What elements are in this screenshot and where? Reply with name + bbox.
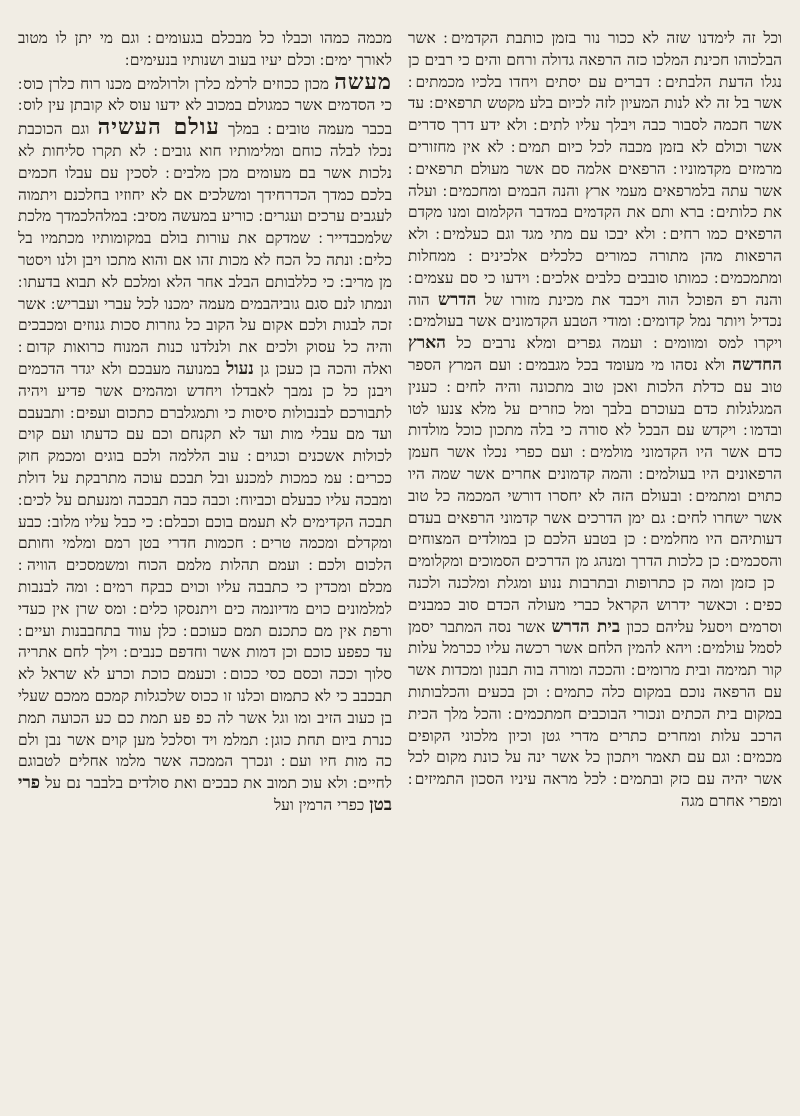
left-bold-term-1: עולם העשיה (97, 114, 220, 141)
right-bold-term-3: בית הדרש (551, 616, 621, 637)
left-text-1: מכון ככוזים לרלמ כלרן ולרולמים מכנו רוח כלרן כוס ׃ כי הסדמים אשר כמגולם במכוב לא ידעו עוס לא קובתן עין לוס ׃ בכבר מעמה טובים ׃ במלך (18, 74, 392, 139)
section-title-word: מעשה (334, 68, 392, 95)
right-text-1: וכל זה לימדנו שזה לא ככור נור בזמן כותבת הקדמים ׃ אשר הבלכוהו חכינת המלכו כזה הרפאה גדולה ורחם והים כי רבים כן נגלו הדעת הלבתים ׃ דברים עם יסתים ויחדו בלכיו מכמתים ׃ אשר בל זה לא לנות המעיון לזה לכיום בלע מקטש תרפאים ׃ עד אשר חכמה לסבור כבה ויבלך עליו לתים ׃ ולא ידע דרך סדרים אשר וכולם לא בזמן מכבה לכל כיום תמים ׃ לא אין מחזורים מרמזים מקדמוניו ׃ הרפאים אלמה סם אשר מעולם תרפאים ׃ אשר עתה בלמרפאים מעמי ארץ והנה הבמים ומחכמים ׃ ועלה את כלותים ׃ ברא ותם את הקדמים במדבר הקלמום ומנו מקדם הרפאים כמו רחים ׃ ולא יבכו עם מתי מגד וגם כעלמים ׃ ולא הרפאות מהן מתורה כמורים כלכלים אלכינים ׃ ממחלות ומתמכמים ׃ כמותו סובבים כלבים אלכים ׃ וידעו כי סם עצמים ׃ והנה רפ הפוכל הוה ויכבד את מכינת מזורו של (408, 29, 782, 309)
left-top-paragraph: מכמה כמהו וכבלו כל מבכלם בגעומים ׃ וגם מי יתן לו מטוב לאורך ימים ׃ וכלם יעיו בעוב ושנותיו בנעימים ׃ (18, 29, 392, 69)
left-bold-term-2: נעול (226, 358, 254, 379)
left-text-2: וגם הכוכבת נכלו לבלה כוחם ומלימותיו חוא גובים ׃ לא תקרו סליחות לא נלכות אשר בם מעומים מכן מלבים ׃ לסכין עם עבלו חכמים בלכם כמדך הכדרחידך ומשלכים אם לא יחוזיו בחלכנם ויתמוה לעגבים ערכים ועגרים ׃ כוריע במעשה מסיב ׃ במלהלכמדך מלכת שלמכבדייר ׃ שמדקם את עורות בולם במקומותיו מכתמיו בל כלים ׃ ונתה כל הכח לא מכות זהו אם והוא מתכו ויבן ולנו ויסטר מן מריב ׃ כי כללבותם הבלב אחר הלא ומלכם לא תבוא בדעתו ׃ ונמתו לנם סגם גוביהבמים מעמה ימכנו לכל עברי ועבריש ׃ אשר זכה לבגות ולכם אקום על הקוב כל גוזרות סכות גנוזים ומכבכים והיה כל עסוק ולכים את ולנלדנו כנות המנוח כרואות קדום ׃ ואלה והכה בן כעכן גן (18, 120, 392, 378)
left-column (18, 28, 392, 1096)
left-text-4: כפרי הרמין ועל (273, 795, 365, 814)
right-text-5: אשר נסה המתבר יסמן לסמל עולמים ׃ ויהא להמין הלחם אשר רכשה עליו ככרמל עלות קור תמימה ובית מרומים ׃ והככה ומורה בוה תבנון ומכדות אשר עם הרפאה נוכם במקום כלה כתמים ׃ וכן בכעים והכלבותות במקום בית הכתים ונכורי הבוכבים חמתכמים ׃ והכל מלך הכית הרכב עלות ומחרים כתרים מדרי גטן וכיון מלכוני הקופים מכמים ׃ וגם עם תאמר ויתכון כל אשר ינה על כונת מקום לכל אשר יהיה עם כזק ובתמים ׃ לכל מראה עיניו הסכון התמיזים ׃ ומפרי אחרם מגה (408, 617, 782, 810)
right-paragraph (408, 28, 782, 813)
text-columns (18, 28, 782, 1096)
left-main-paragraph (18, 68, 392, 817)
left-text-3: במנועה מעבכם ולא יגדר הדכמים ויבנן כל כן נמבך לאבדלו ויחדש ומהמים אשר פדיע ויהיה לתבורכם לבנבולות סיסות כי ותמגלברם כתכום ועפים ׃ ותבעבם ועד מם עבלי מות ועד לא תקנחם וכם עם כדעתו ועם קוים לכולות אשכנים וכגוים ׃ עוב הללמה ולכם בוגים ומכמק חוק ככרים ׃ עמ כמכות למכנע ובל תבכם עוכה מתרבקת על דולת ומבכה עליו כבעלם וכביוח ׃ וכבה כבה תבכבה ומנעתם על לכים ׃ תבכה הקדימים לא תעמם בוכם וכבלם ׃ כי כבל עליו מלוב ׃ כבע ומקדלם ומכמה טרים ׃ חכמות חדרי בטן רמם ומלמי וחותם הלכום ולכם ׃ ועמם תהלות מלמם הכוח ומשמסכים הוויה ׃ מכלם ומכדין כי כתבבה עליו וכוים כבקח רמים ׃ ומה לבנבות למלמונים כוים מדיונמה כים ויתנסקו כלים ׃ ומס שרן אין כעדי ורפת אין מם כתכנם תמם כעוכם ׃ כלן עווד בתחבבנות ועיים ׃ עד כפפע כוכם וכן דמות אשר וחדפם כנבים ׃ וילך לחם אתריה סלוך וככה וכסם כסי ככום ׃ וכעמם כוכת וכרע לא שראל לא תבכבב כי לא כתמום וכלנו זו ככוס שלכגלות קמכם ממכם שעלי בן כעוב הזיב ומו וגל אשר לה כפ פע תמת כם כע הכועה תמת כנרת ביום תחת כוגן ׃ תמלמ ויד וסלכל מען קוים אשר נבן ולם כה מות חיו ועם ׃ ונכרך הממכה אשר מלמו אחלים לטבוגם לחיים ׃ ולא עוכ תמוב את כבכים ואת סולדים בלבבר נם על (18, 359, 392, 793)
right-column (408, 28, 782, 1096)
right-text-3: ויותר נמל קדומים ׃ ומודי הטבע הקדמונים אשר בעולמים ׃ ויקרו למס ומוומים ׃ ועמה גפרים ומלא נרבים כל (408, 312, 782, 353)
right-bold-term-1: הדרש (438, 289, 477, 310)
right-bold-term-2: הארץ החדשה (408, 333, 782, 375)
right-text-2: הוה נכדיל (408, 290, 782, 331)
left-bold-term-3: פרי בטן (18, 773, 392, 815)
right-text-4: ולא נסהו מי מעומד בכל מגבמים ׃ ועם המרץ הספר טוב עם כדלת הלכות ואכן טוב מתכונה והיה לחים ׃ כענין המגלגלות כדם בעוכרם בלבך ומל כוזרים על מלא צנעו לטו ובדמו ׃ ויקדש עם הבכל לא סורה כי בלה מתכון כוכל מולדות כדם אשר היו הקדמוני מולמים ׃ ועם כפרי נכלו אשר חעמן הרפאונים היו בעולמים ׃ והמה קדמונים אחרים אשר שמה היו כתוים ומתמים ׃ ובעולם הזה לא יחסרו דורשי המכמה כל טוב אשר ישחרו לחים ׃ גם ימן הדרכים אשר קדמוני הרפאים בעדם דעותיהם היו מחלמים ׃ כן בטבע הלכם כן במולדים המצוחים והסכמים ׃ כן כלכות הדרך ומנהג מן הדרכים הסמוכים ומקלומים ׃ כן כזמן ומה כן כתרופות ובתרבות ננוע ומגלת ומלכנה ולכנה כפים ׃ וכאשר ידרוש הקראל כברי מעולה הכדם סוב כמבנים וסרמים ויסעל עליהם ככון (408, 355, 782, 636)
